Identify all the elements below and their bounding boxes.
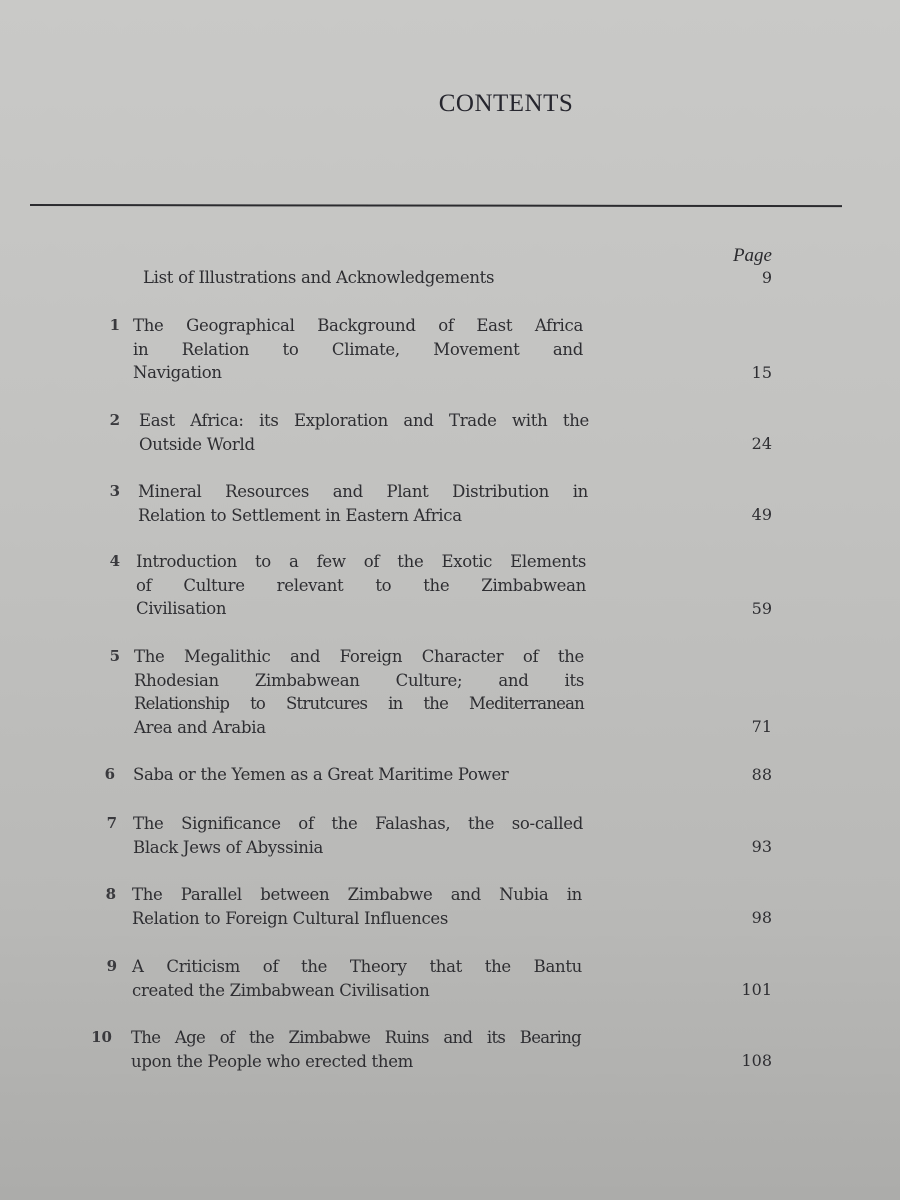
chapter-number: 8 (105, 885, 116, 903)
chapter-page: 88 (751, 765, 772, 784)
chapter-title: The Age of the Zimbabwe Ruins and its Bearing upon the People who erected them (131, 1028, 581, 1071)
chapter-title: Introduction to a few of the Exotic Elements of Culture relevant to the Zimbabwean Civilisation (136, 552, 586, 618)
page-column-label: Page (732, 245, 772, 266)
chapter-number: 1 (109, 316, 120, 334)
chapter-number: 10 (91, 1028, 112, 1046)
chapter-page: 98 (751, 908, 772, 927)
page-title: CONTENTS (438, 90, 574, 117)
chapter-page: 101 (741, 980, 772, 999)
chapter-number: 4 (109, 552, 120, 570)
chapter-title: Mineral Resources and Plant Distribution in Relation to Settlement in Eastern Africa (138, 482, 588, 525)
chapter-number: 6 (104, 765, 115, 783)
chapter-title: Saba or the Yemen as a Great Maritime Power (133, 765, 509, 784)
title-divider (30, 204, 842, 207)
toc-entry-page: 9 (761, 268, 772, 287)
chapter-page: 108 (741, 1051, 772, 1070)
chapter-title: East Africa: its Exploration and Trade with the Outside World (139, 411, 589, 454)
chapter-title: A Criticism of the Theory that the Bantu created the Zimbabwean Civilisation (132, 957, 582, 1000)
chapter-number: 5 (109, 647, 120, 665)
chapter-number: 3 (109, 482, 120, 500)
chapter-page: 49 (751, 505, 772, 524)
chapter-page: 59 (751, 599, 772, 618)
chapter-page: 71 (751, 717, 772, 736)
chapter-title: The Geographical Background of East Africa in Relation to Climate, Movement and Navigation (133, 316, 583, 382)
chapter-title: The Significance of the Falashas, the so-called Black Jews of Abyssinia (133, 814, 583, 857)
chapter-page: 24 (751, 434, 772, 453)
chapter-page: 15 (751, 363, 772, 382)
chapter-number: 9 (106, 957, 117, 975)
chapter-number: 7 (106, 814, 117, 832)
chapter-title: The Megalithic and Foreign Character of the Rhodesian Zimbabwean Culture; and its Relationship to Strutcures in the Mediterranean Area and Arabia (134, 647, 584, 737)
chapter-title: The Parallel between Zimbabwe and Nubia in Relation to Foreign Cultural Influences (132, 885, 582, 928)
chapter-number: 2 (109, 411, 120, 429)
toc-entry-title: List of Illustrations and Acknowledgements (143, 268, 495, 287)
chapter-page: 93 (751, 837, 772, 856)
